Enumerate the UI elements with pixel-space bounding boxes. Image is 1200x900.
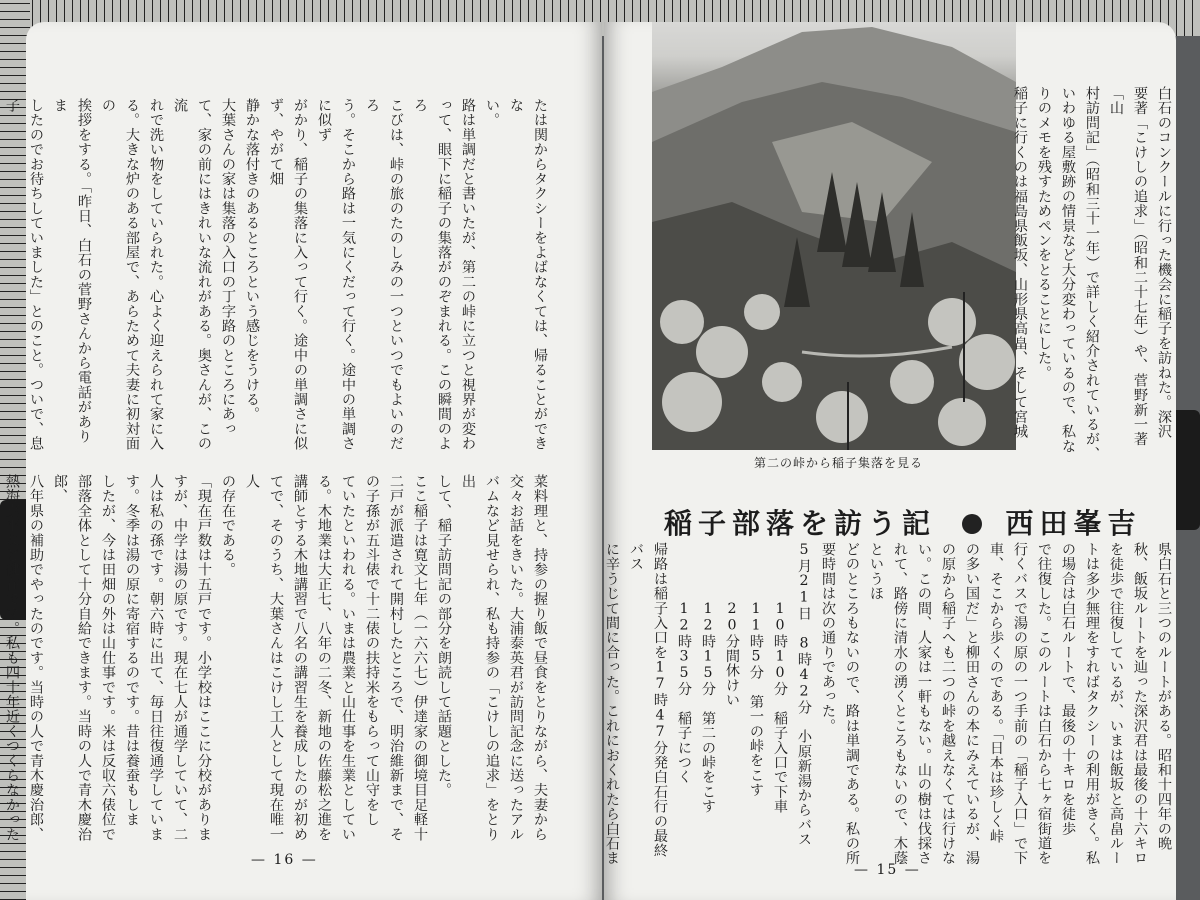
right-lower-text-line: 5月21日 8時42分 小原新湯からバス <box>796 542 812 847</box>
left-upper-text-line: こびは、峠の旅のたのしみの一つといつでもよいのだろ <box>364 98 404 451</box>
left-lower-text-line: ていたといわれる。いまは農業と山仕事を生業としてい <box>340 474 356 842</box>
left-lower-text-line: 熱海嘉平など健在です。私も四十年近くつくらなかった <box>4 474 20 842</box>
right-lower-text-line: を徒歩で往復しているが、いまは飯坂と高畠ルー <box>1108 542 1124 866</box>
page-number-left: — 16 — <box>251 852 318 868</box>
photo-illustration <box>652 22 1016 450</box>
left-lower-text-line: 八年県の補助でやったのです。当時の人で青木慶治郎、 <box>28 474 44 842</box>
right-lower-text-line: い。この間、人家は一軒もない。山の樹は伐採さ <box>916 542 932 866</box>
right-lower-text-line: の場合は白石ルートで、最後の十キロを徒歩 <box>1060 542 1076 836</box>
left-upper-text-line: がかり、稲子の集落に入って行く。途中の単調さに似ず、やがて畑 <box>268 98 308 451</box>
left-lower-text-line: 部落全体として十分自給できます。当時の人で青木慶治郎、 <box>52 474 92 842</box>
right-upper-text-line: 稲子に行くのは福島県飯坂、山形県高畠、そして宮城 <box>1012 86 1028 439</box>
bullet-icon <box>962 514 982 534</box>
right-upper-text-line: 白石のコンクールに行った機会に稲子を訪ねた。深沢 <box>1156 86 1172 439</box>
mountain-village-photo <box>652 22 1016 450</box>
right-upper-text-line: 村訪問記」（昭和三十一年）で詳しく紹介されているが、 <box>1084 86 1100 462</box>
right-lower-text-line: どのところもないので、路は単調である。私の所 <box>844 542 860 866</box>
page-number-right: — 15 — <box>854 862 921 878</box>
left-page <box>4 22 602 900</box>
left-upper-text-line: 挨拶をする。「昨日、白石の菅野さんから電話がありま <box>52 98 92 444</box>
left-lower-text-line: バムなど見せられ、私も持参の「こけしの追求」をとり出 <box>460 474 500 842</box>
right-lower-text-line: 秋、飯坂ルートを辿った深沢君は最後の十六キロ <box>1132 542 1148 866</box>
left-lower-text-line: 二戸が派遣されて開村したところで、明治維新まで、そ <box>388 474 404 842</box>
left-lower-text-line: 菜料理と、持参の握り飯で昼食をとりながら、夫妻から <box>532 474 548 842</box>
right-upper-text-line: 要著「こけしの追求」（昭和二十七年）や、菅野新一著「山 <box>1108 86 1148 447</box>
left-lower-text-block <box>4 474 552 846</box>
right-lower-text-line: 10時10分 稲子入口で下車 <box>772 542 788 814</box>
left-upper-text-line: 路は単調だと書いたが、第二の峠に立つと視界が変わ <box>460 98 476 451</box>
left-lower-text-line: 「現在戸数は十五戸です。小学校はここに分校がありま <box>196 474 212 842</box>
left-lower-text-line: 講師とする木地講習で八名の講習生を養成したのが初め <box>292 474 308 842</box>
right-upper-text-block <box>1012 86 1176 466</box>
right-lower-text-line: 12時15分 第二の峠をこす <box>700 542 716 814</box>
article-author: 西田峯吉 <box>1005 507 1142 540</box>
right-lower-text-line: 12時35分 稲子につく <box>676 542 692 785</box>
left-lower-text-line: てで、そのうち、大葉さんはこけし工人として現在唯一人 <box>244 474 284 842</box>
left-upper-text-line: る。大きな炉のある部屋で、あらためて夫妻に初対面の <box>100 98 140 451</box>
left-lower-text-line: すが、中学は湯の原です。現在七人が通学していて、二 <box>172 474 188 842</box>
right-lower-text-line: 車、そこから歩くのである。「日本は珍しく峠 <box>988 542 1004 844</box>
left-lower-text-line: す。冬季は湯の原に寄宿するのです。昔は養蚕もしま <box>124 474 140 827</box>
left-upper-text-line: れで洗い物をしていられた。心よく迎えられて家に入 <box>148 98 164 451</box>
left-lower-text-line: したが、今は田畑の外は山仕事です。米は反収六俵位で <box>100 474 116 842</box>
left-lower-text-line: の存在である。 <box>220 474 236 577</box>
left-lower-text-line: 交々お話をきいた。大浦泰英君が訪問記念に送ったアル <box>508 474 524 842</box>
left-upper-text-line: って、眼下に稲子の集落がのぞまれる。この瞬間のよろ <box>412 98 452 451</box>
right-lower-text-line: の多い国だ」と柳田さんの本にみえているが、湯 <box>964 542 980 866</box>
right-lower-text-line: 20分間休けい <box>724 542 740 708</box>
right-lower-text-line: れて、路傍に清水の湧くところもないので、木蔭というほ <box>868 542 908 866</box>
right-lower-text-block <box>604 542 1176 872</box>
photo-caption: 第二の峠から稲子集落を見る <box>754 456 924 470</box>
left-upper-text-line: い。 <box>484 98 500 128</box>
left-upper-text-block <box>4 98 552 458</box>
left-upper-text-line: う。そこから路は一気にくだって行く。途中の単調さに似ず <box>316 98 356 451</box>
right-lower-text-line: 県白石と三つのルートがある。昭和十四年の晩 <box>1156 542 1172 851</box>
right-upper-text-line: りのメモを残すためペンをとることにした。 <box>1036 86 1052 380</box>
left-upper-text-line: 静かな落付きのあるところという感じをうける。 <box>244 98 260 422</box>
left-lower-text-line: ここ稲子は寛文七年（一六六七）伊達家の御境目足軽十 <box>412 474 428 842</box>
left-upper-text-line: 大葉さんの家は集落の入口の丁字路のところにあっ <box>220 98 236 437</box>
right-page <box>604 22 1176 900</box>
left-lower-text-line: る。木地業は大正七、八年の二冬、新地の佐藤松之進を <box>316 474 332 842</box>
right-lower-text-line: トは多少無理をすればタクシーの利用がきく。私 <box>1084 542 1100 866</box>
article-title: 稲子部落を訪う記 <box>664 507 937 540</box>
left-upper-text-line: て、家の前にはきれいな流れがある。奥さんが、この流 <box>172 98 212 451</box>
article-heading <box>664 502 1142 542</box>
left-lower-text-line: 人は私の孫です。朝六時に出て、毎日往復通学していま <box>148 474 164 842</box>
left-upper-text-line: たは関からタクシーをよばなくては、帰ることができな <box>508 98 548 451</box>
right-upper-text-line: いわゆる屋敷跡の情景など大分変わっているので、私な <box>1060 86 1076 454</box>
right-lower-text-line: 11時5分 第一の峠をこす <box>748 542 764 798</box>
right-lower-text-line: の原から稲子へも二つの峠を越えなくては行けな <box>940 542 956 866</box>
left-lower-text-line: して、稲子訪問記の部分を朗読して話題とした。 <box>436 474 452 798</box>
right-lower-text-line: に辛うじて間に合った。これにおくれたら白石ま <box>604 542 620 866</box>
right-lower-text-line: で往復した。このルートは白石から七ヶ宿街道を <box>1036 542 1052 866</box>
right-lower-text-line: 行くバスで湯の原の一つ手前の「稲子入口」で下 <box>1012 542 1028 866</box>
right-lower-text-line: 帰路は稲子入口を17時47分発白石行の最終バス <box>628 542 668 858</box>
left-lower-text-line: の子孫が五斗俵で十二俵の扶持米をもらって山守をし <box>364 474 380 827</box>
right-lower-text-line: 要時間は次の通りであった。 <box>820 542 836 734</box>
left-upper-text-line: したのでお待ちしていました」とのこと。ついで、息子 <box>4 98 44 451</box>
